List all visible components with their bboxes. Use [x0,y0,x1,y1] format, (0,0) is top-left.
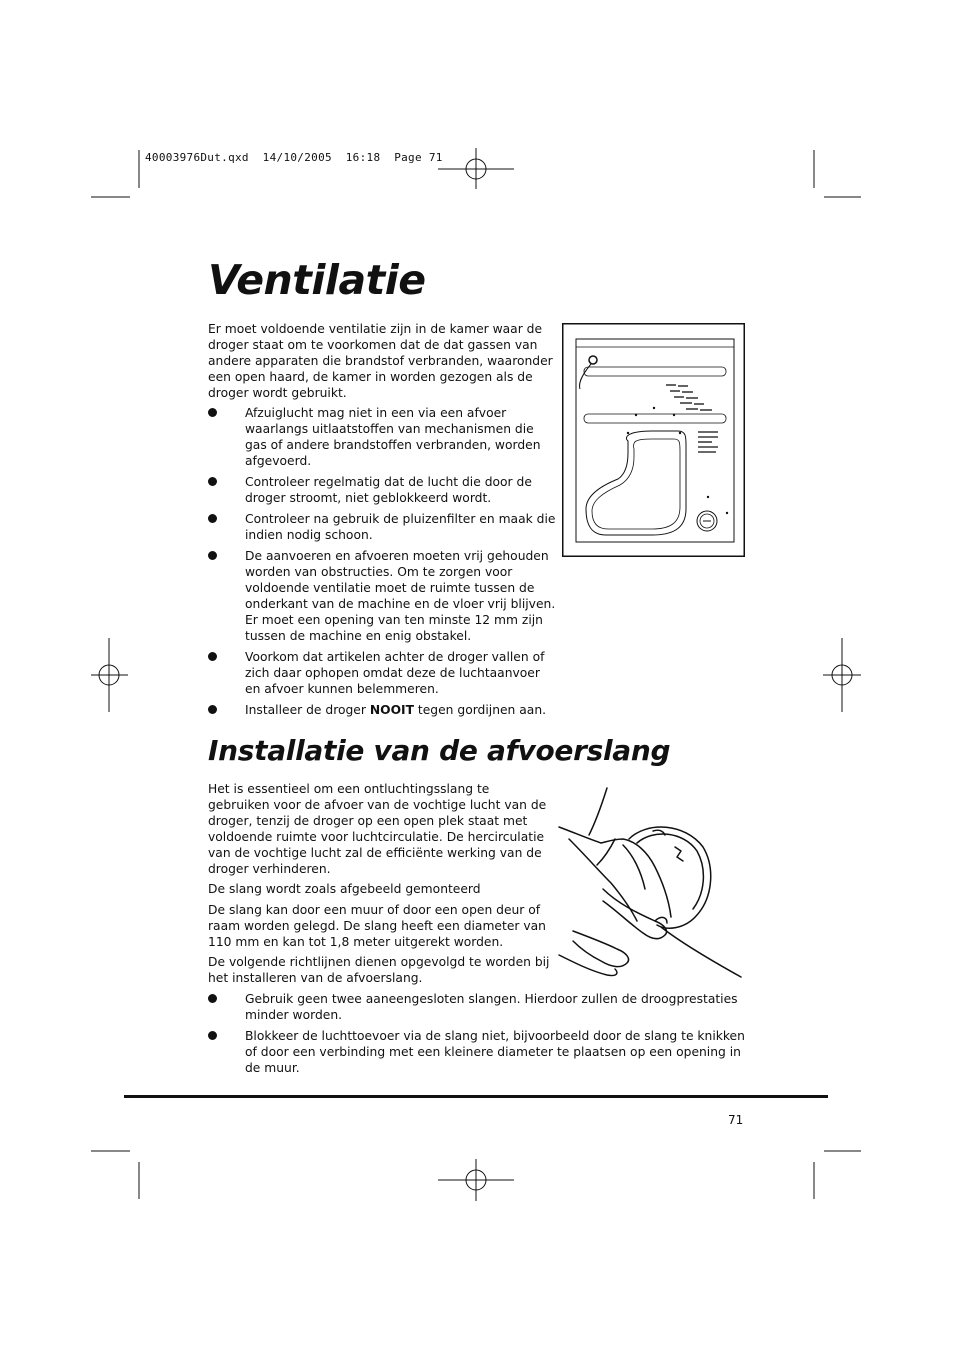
file-slug: 40003976Dut.qxd 14/10/2005 16:18 Page 71 [145,151,443,164]
afvoerslang-paragraph-1: Het is essentieel om een ontluchtingsslang te gebruiken voor de afvoer van de vochtige lucht van de droger, tenzij de droger op een open plek staat met voldoende ruimte voor luchtcirculatie. De hercirculatie van de vochtige lucht zal de efficiënte werking van de droger verhinderen. [208,782,547,876]
ventilatie-bullet-list [208,405,558,723]
afvoerslang-paragraph-4: De volgende richtlijnen dienen opgevolgd te worden bij het installeren van de afvoerslang. [208,955,550,985]
bullet-icon [208,652,217,661]
bullet-icon [208,1031,217,1040]
page-title: Ventilatie [208,256,426,304]
list-item: Controleer na gebruik de pluizenfilter en maak die indien nodig schoon. [208,511,558,543]
list-item: Controleer regelmatig dat de lucht die door de droger stroomt, niet geblokkeerd wordt. [208,474,558,506]
registration-mark-bottom [438,1159,514,1201]
bullet-icon [208,551,217,560]
list-item: Blokkeer de luchttoevoer via de slang niet, bijvoorbeeld door de slang te knikken of door een verbinding met een kleinere diameter te plaatsen op een opening in de muur. [208,1028,748,1076]
registration-mark-right [823,638,861,712]
bullet-icon [208,994,217,1003]
footer-rule [124,1095,828,1098]
list-item: Gebruik geen twee aaneengesloten slangen. Hierdoor zullen de droogprestaties minder worden. [208,991,748,1023]
dryer-illustration [562,323,745,557]
bullet-icon [208,705,217,714]
bullet-icon [208,514,217,523]
list-item: Afzuiglucht mag niet in een via een afvoer waarlangs uitlaatstoffen van mechanismen die gas of andere brandstoffen verbranden, worden afgevoerd. [208,405,558,469]
afvoerslang-paragraph-2: De slang wordt zoals afgebeeld gemonteerd [208,882,481,896]
bullet-icon [208,408,217,417]
registration-mark-top [438,148,514,189]
list-item: De aanvoeren en afvoeren moeten vrij gehouden worden van obstructies. Om te zorgen voor voldoende ventilatie moet de ruimte tussen de onderkant van de machine en de vloer vrij blijven. Er moet een opening van ten minste 12 mm zijn tussen de machine en enig obstakel. [208,548,558,644]
emphasis-nooit: NOOIT [369,703,415,717]
page-number: 71 [728,1113,744,1127]
ventilatie-intro: Er moet voldoende ventilatie zijn in de kamer waar de droger staat om te voorkomen dat de dat gassen van andere apparaten die brandstof verbranden, waaronder een open haard, de kamer in worden gezogen als de droger wordt gebruikt. [208,322,553,400]
hose-attachment-illustration [555,785,745,980]
section-title-afvoerslang: Installatie van de afvoerslang [208,734,671,767]
list-item: Voorkom dat artikelen achter de droger vallen of zich daar ophopen omdat deze de luchtaanvoer en afvoer kunnen belemmeren. [208,649,558,697]
list-item: Installeer de droger NOOIT tegen gordijnen aan. [208,702,558,718]
afvoerslang-bullet-list [208,991,748,1081]
bullet-icon [208,477,217,486]
afvoerslang-paragraph-3: De slang kan door een muur of door een open deur of raam worden gelegd. De slang heeft een diameter van 110 mm en kan tot 1,8 meter uitgerekt worden. [208,903,546,949]
registration-mark-left [91,638,128,712]
